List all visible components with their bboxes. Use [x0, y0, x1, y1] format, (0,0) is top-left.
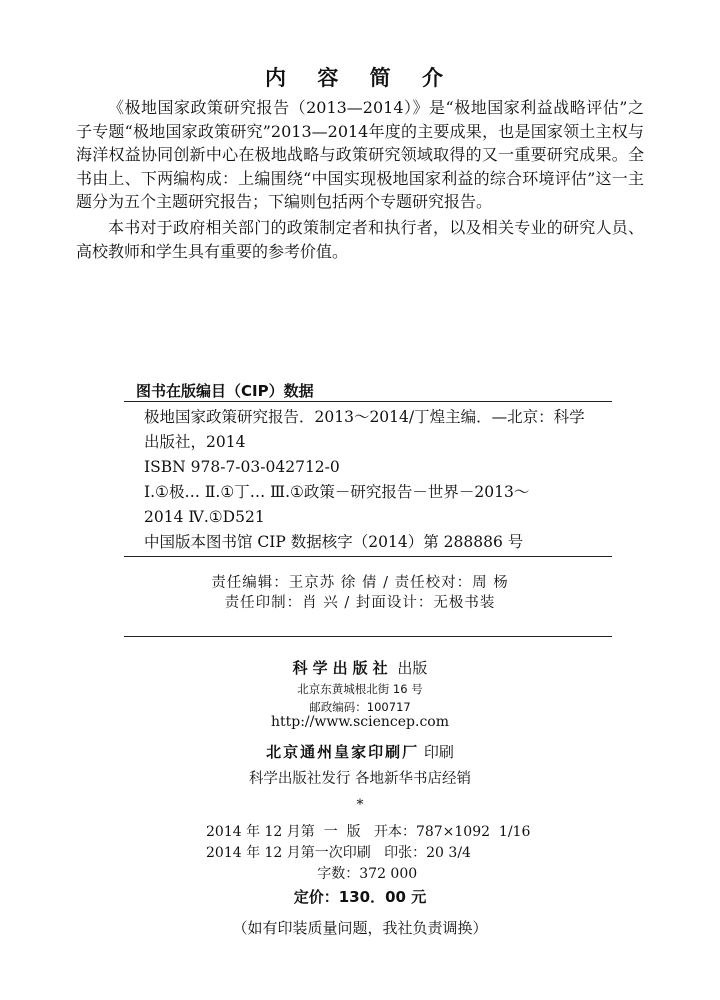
publisher-name: 科学出版社	[292, 659, 393, 677]
edition-line-2: 2014 年 12 月第一次印刷 印张：20 3/4	[206, 845, 471, 861]
printer-name: 北京通州皇家印刷厂	[266, 743, 420, 761]
cip-isbn: ISBN 978-7-03-042712-0	[144, 458, 340, 476]
separator-star: *	[356, 797, 364, 813]
publisher-address: 北京东黄城根北街 16 号	[297, 682, 423, 696]
price-label: 定价：130．00 元	[293, 888, 427, 906]
printer-action: 印刷	[419, 743, 454, 761]
cip-top-rule	[124, 401, 612, 402]
edition-line-1: 2014 年 12 月第 一 版 开本：787×1092 1/16	[206, 824, 531, 840]
cip-line-4: Ⅰ.①极… Ⅱ.①丁… Ⅲ.①政策－研究报告－世界－2013～	[144, 483, 530, 501]
credits-rule	[124, 636, 612, 637]
cip-line-5: 2014 Ⅳ.①D521	[144, 508, 265, 526]
intro-paragraph-1: 《极地国家政策研究报告（2013—2014）》是“极地国家利益战略评估”之子专题“极地国家政策研究”2013—2014年度的主要成果，也是国家领土主权与海洋权益协同创新中心在极地战略与政策研究领域取得的又一重要研究成果。全书由上、下两编构成：上编围绕“中国实现极地国家利益的综合环境评估”这一主题分为五个主题研究报告；下编则包括两个专题研究报告。	[76, 98, 644, 211]
cip-verification: 中国版本图书馆 CIP 数据核字（2014）第 288886 号	[144, 533, 524, 551]
cip-line-2: 出版社，2014	[144, 433, 246, 451]
cip-title: 图书在版编目（CIP）数据	[136, 382, 314, 400]
edition-block	[206, 822, 530, 885]
cip-block	[144, 405, 604, 555]
publisher-action: 出版	[392, 659, 428, 677]
quality-notice: （如有印装质量问题，我社负责调换）	[232, 919, 488, 937]
cip-bottom-rule	[124, 556, 612, 557]
printer-line	[0, 741, 720, 762]
credits-line-2: 责任印制：肖 兴 / 封面设计：无极书装	[224, 595, 496, 611]
credits-block	[0, 573, 720, 613]
publisher-url: http://www.sciencep.com	[270, 714, 449, 730]
distribution-line: 科学出版社发行 各地新华书店经销	[248, 771, 472, 787]
intro-paragraph-2: 本书对于政府相关部门的政策制定者和执行者，以及相关专业的研究人员、高校教师和学生具有重要的参考价值。	[76, 218, 644, 261]
credits-line-1: 责任编辑：王京苏 徐 倩 / 责任校对：周 杨	[211, 575, 509, 591]
publisher-line	[0, 657, 720, 678]
publisher-postcode: 邮政编码：100717	[309, 700, 411, 714]
page-title: 内 容 简 介	[265, 66, 455, 90]
cip-line-1: 极地国家政策研究报告．2013～2014/丁煌主编．—北京：科学	[144, 408, 585, 426]
edition-line-3: 字数：372 000	[206, 866, 418, 882]
